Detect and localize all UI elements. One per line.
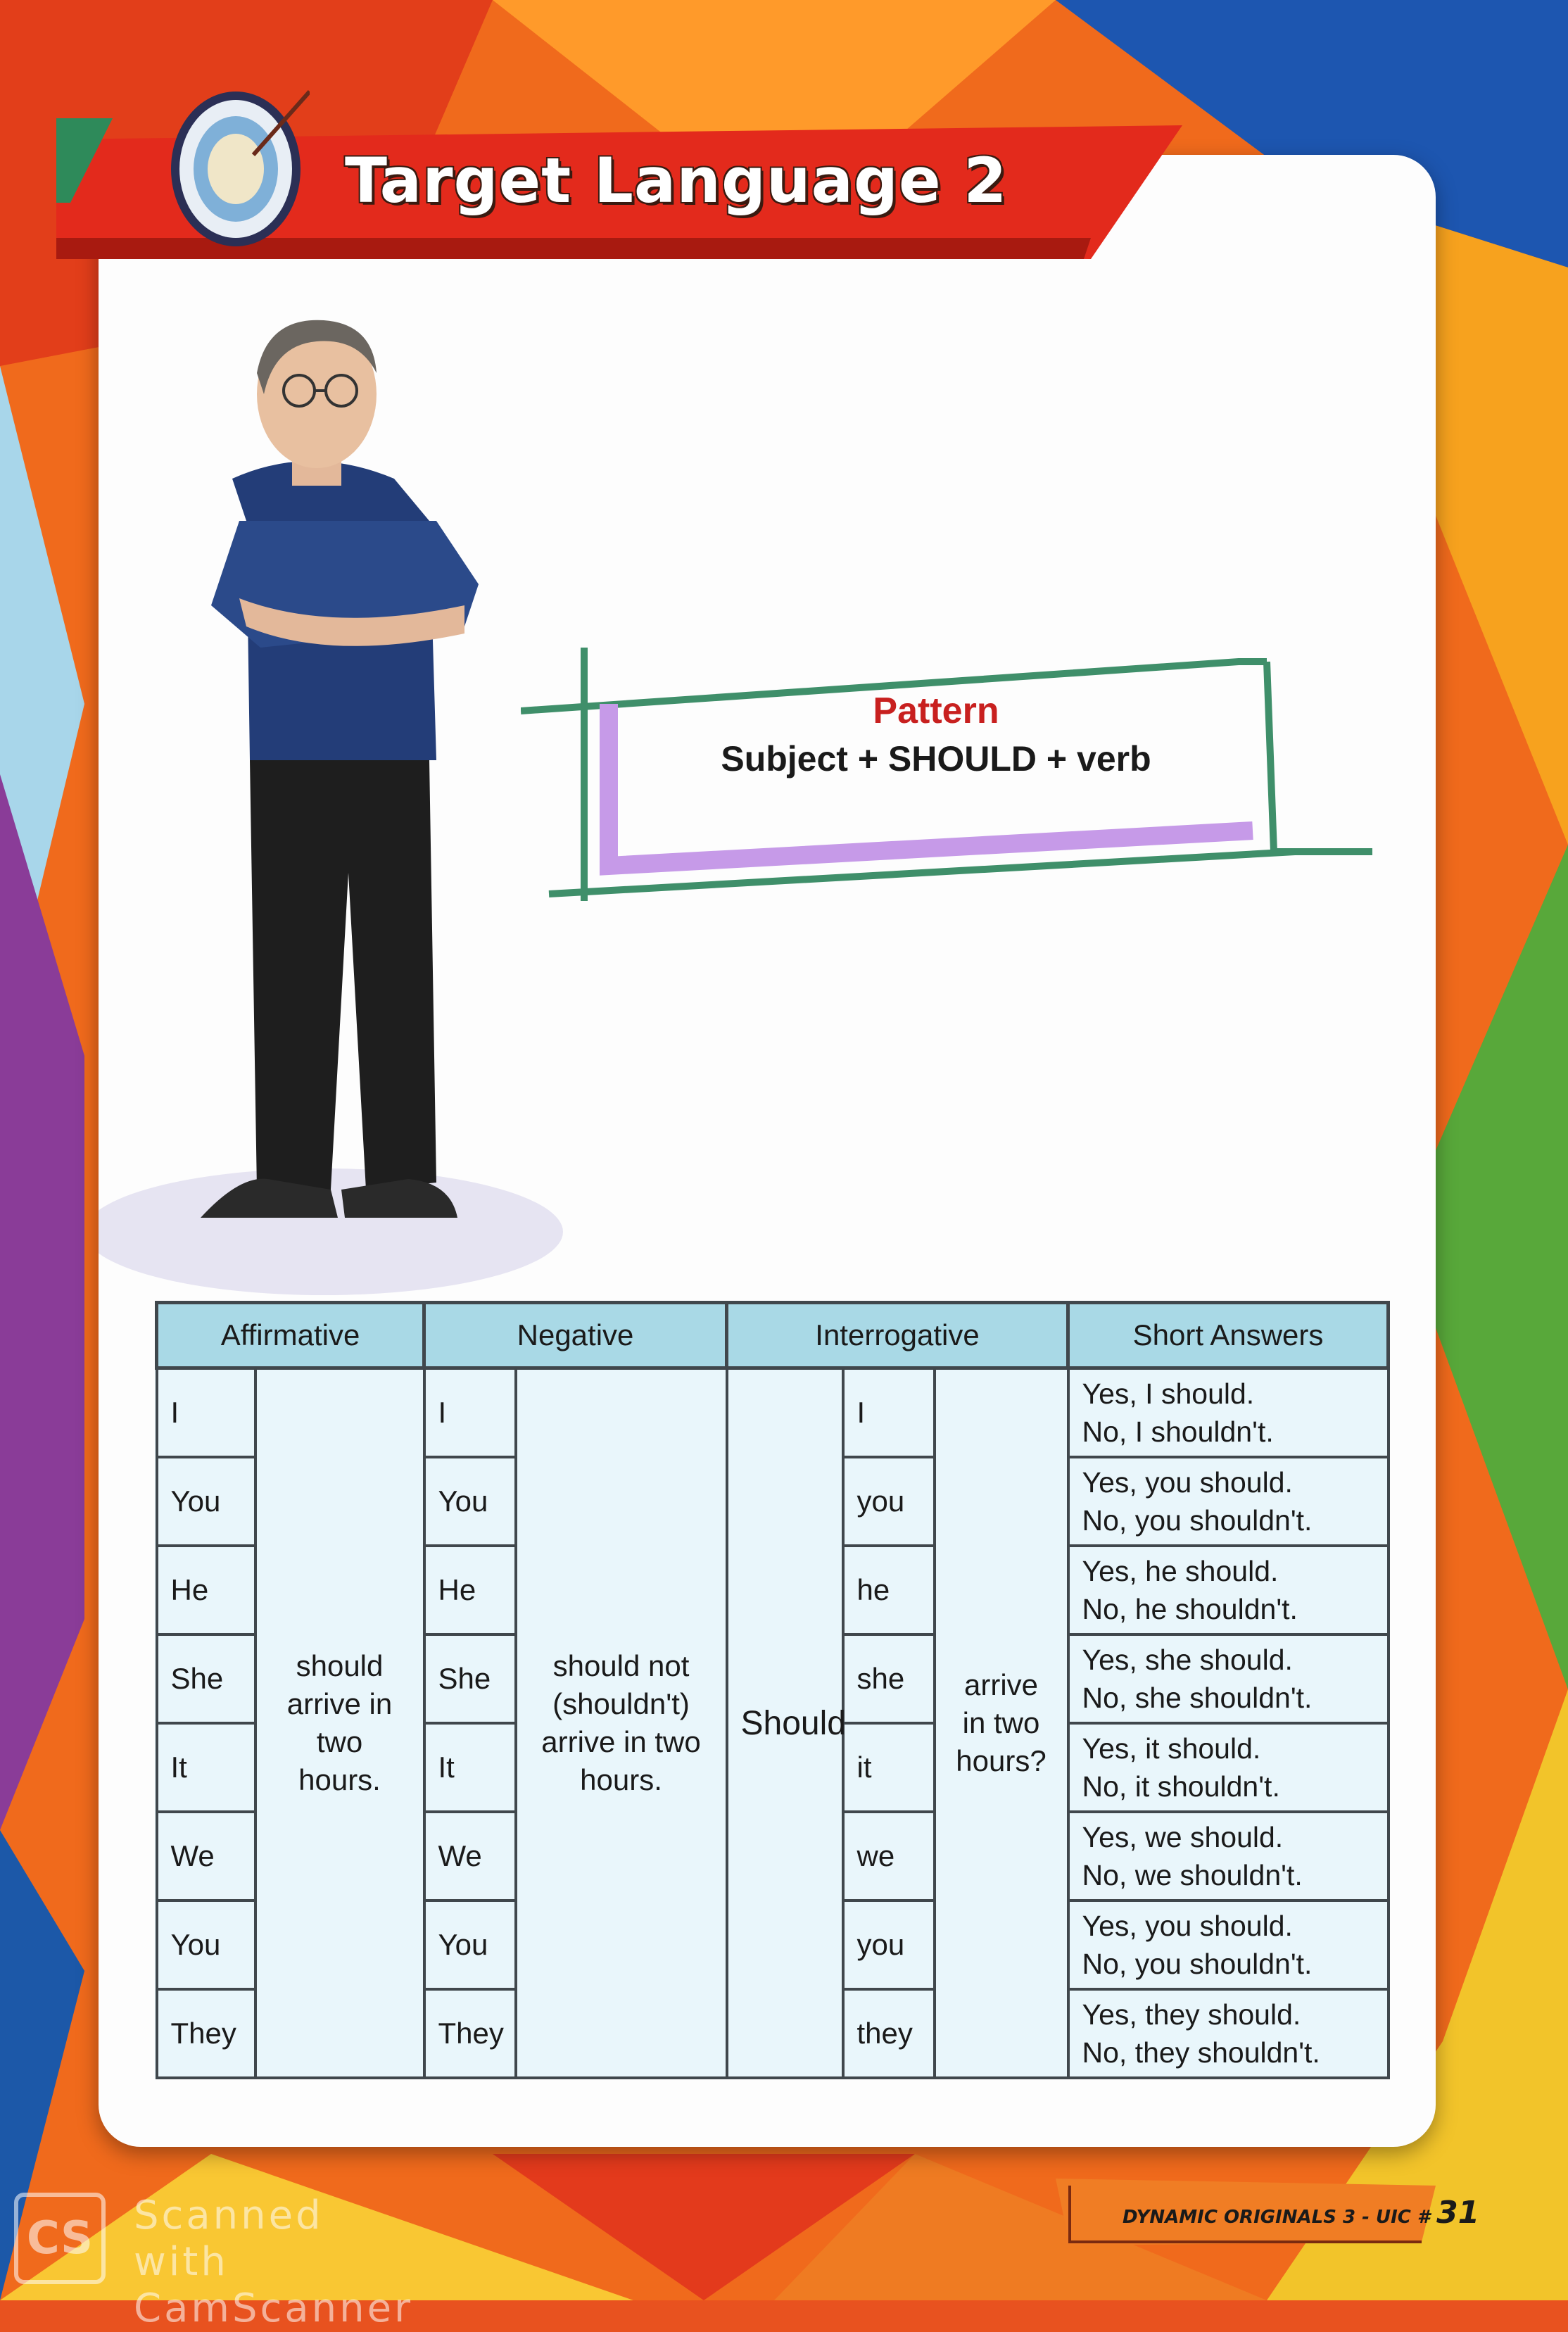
watermark-line1: Scanned with <box>134 2193 324 2285</box>
header-negative: Negative <box>424 1303 727 1368</box>
short-answer <box>1068 1989 1389 2078</box>
watermark-text <box>134 2193 415 2332</box>
negative-subject: She <box>424 1634 516 1723</box>
header-interrogative: Interrogative <box>727 1303 1068 1368</box>
short-answer <box>1068 1812 1389 1901</box>
short-answer-no: No, I shouldn't. <box>1082 1416 1274 1448</box>
affirmative-subject: I <box>157 1368 255 1458</box>
negative-subject: You <box>424 1901 516 1989</box>
short-answer <box>1068 1723 1389 1812</box>
table-row <box>157 1368 1389 1458</box>
interrogative-subject: you <box>843 1901 935 1989</box>
short-answer-no: No, you shouldn't. <box>1082 1948 1313 1980</box>
footer-text <box>1123 2195 1480 2231</box>
short-answer-yes: Yes, he should. <box>1082 1555 1279 1587</box>
affirmative-phrase-line: hours. <box>298 1763 381 1796</box>
watermark-line2: CamScanner <box>134 2286 414 2331</box>
short-answer-no: No, we shouldn't. <box>1082 1859 1303 1891</box>
negative-phrase-line: hours. <box>580 1763 662 1796</box>
negative-phrase-line: arrive in two <box>541 1725 701 1758</box>
pattern-formula: Subject + SHOULD + verb <box>721 739 1151 779</box>
short-answer <box>1068 1368 1389 1458</box>
dartboard-badge-icon <box>169 77 310 253</box>
camscanner-watermark <box>14 2186 414 2331</box>
page-number: 31 <box>1436 2195 1480 2231</box>
short-answer-yes: Yes, they should. <box>1082 1998 1301 2031</box>
interrogative-subject: it <box>843 1723 935 1812</box>
negative-phrase <box>516 1368 727 2079</box>
negative-phrase-line: should not <box>552 1649 690 1682</box>
short-answer-no: No, it shouldn't. <box>1082 1770 1280 1803</box>
header-affirmative: Affirmative <box>157 1303 424 1368</box>
negative-subject: You <box>424 1457 516 1546</box>
short-answer <box>1068 1901 1389 1989</box>
page-title: Target Language 2 <box>345 144 1008 217</box>
interrogative-phrase-line: arrive <box>964 1668 1039 1701</box>
footer-book: DYNAMIC ORIGINALS 3 - UIC # <box>1123 2207 1430 2228</box>
negative-subject: I <box>424 1368 516 1458</box>
affirmative-subject: We <box>157 1812 255 1901</box>
pattern-label: Pattern <box>873 691 999 731</box>
negative-subject: We <box>424 1812 516 1901</box>
short-answer-no: No, she shouldn't. <box>1082 1682 1313 1714</box>
table-header-row <box>157 1303 1389 1368</box>
header-short-answers: Short Answers <box>1068 1303 1389 1368</box>
interrogative-aux: Should <box>727 1368 843 2079</box>
affirmative-subject: She <box>157 1634 255 1723</box>
short-answer-yes: Yes, you should. <box>1082 1910 1293 1942</box>
short-answer <box>1068 1546 1389 1634</box>
short-answer-yes: Yes, I should. <box>1082 1378 1255 1410</box>
affirmative-phrase <box>255 1368 424 2079</box>
short-answer-yes: Yes, it should. <box>1082 1732 1261 1765</box>
interrogative-subject: they <box>843 1989 935 2078</box>
negative-subject: They <box>424 1989 516 2078</box>
affirmative-phrase-line: should <box>296 1649 384 1682</box>
interrogative-subject: you <box>843 1457 935 1546</box>
interrogative-phrase-line: hours? <box>956 1744 1047 1777</box>
affirmative-subject: You <box>157 1901 255 1989</box>
short-answer-no: No, they shouldn't. <box>1082 2036 1320 2069</box>
short-answer-yes: Yes, you should. <box>1082 1466 1293 1499</box>
short-answer-no: No, you shouldn't. <box>1082 1504 1313 1537</box>
interrogative-subject: he <box>843 1546 935 1634</box>
interrogative-phrase-line: in two <box>962 1706 1040 1739</box>
man-illustration <box>99 310 591 1309</box>
camscanner-logo: CS <box>14 2193 106 2284</box>
interrogative-subject: we <box>843 1812 935 1901</box>
affirmative-phrase-line: arrive in two <box>286 1687 393 1758</box>
pattern-text <box>619 686 1253 782</box>
negative-subject: It <box>424 1723 516 1812</box>
short-answer-yes: Yes, she should. <box>1082 1644 1293 1676</box>
grammar-table <box>155 1301 1390 2079</box>
short-answer-no: No, he shouldn't. <box>1082 1593 1298 1625</box>
short-answer-yes: Yes, we should. <box>1082 1821 1284 1853</box>
affirmative-subject: He <box>157 1546 255 1634</box>
negative-phrase-line: (shouldn't) <box>552 1687 690 1720</box>
affirmative-subject: You <box>157 1457 255 1546</box>
negative-subject: He <box>424 1546 516 1634</box>
interrogative-subject: I <box>843 1368 935 1458</box>
affirmative-subject: It <box>157 1723 255 1812</box>
affirmative-subject: They <box>157 1989 255 2078</box>
interrogative-subject: she <box>843 1634 935 1723</box>
short-answer <box>1068 1634 1389 1723</box>
short-answer <box>1068 1457 1389 1546</box>
interrogative-phrase <box>935 1368 1068 2079</box>
